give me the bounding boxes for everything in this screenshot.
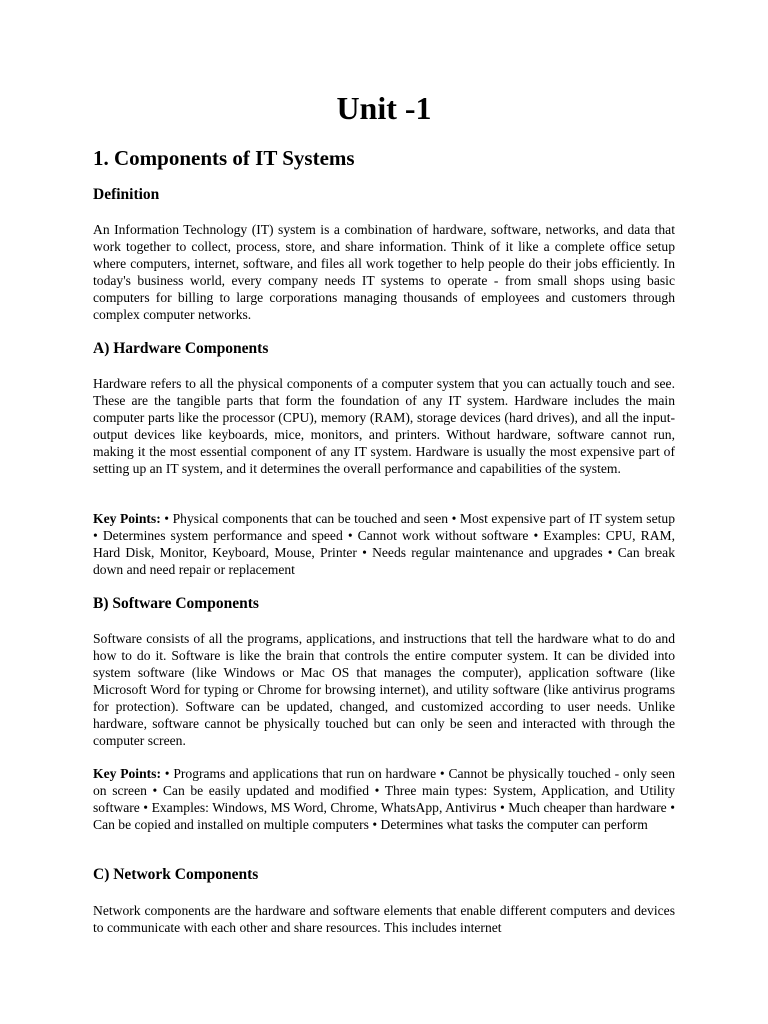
- hardware-heading: A) Hardware Components: [93, 340, 269, 357]
- software-key-points-text: • Programs and applications that run on hardware • Cannot be physically touched - only seen on screen • Can be easily updated and modified • Three main types: System, Application, and Utility software • Examples: Windows, MS Word, Chrome, WhatsApp, Antivirus • Much cheaper than hardware • Can be copied and installed on multiple computers • Determines what tasks the computer can perform: [93, 766, 676, 832]
- software-paragraph: Software consists of all the programs, applications, and instructions that tell the hardware what to do and how to do it. Software is like the brain that controls the entire computer system. It can be divided into system software (like Windows or Mac OS that manages the computer), application software (like Microsoft Word for typing or Chrome for browsing internet), and utility software (like antivirus programs for protection). Software can be updated, changed, and customized according to user needs. Unlike hardware, software cannot be physically touched but can only be seen and interacted with through the computer screen.: [93, 631, 675, 748]
- hardware-key-points-label: Key Points:: [93, 511, 161, 526]
- software-key-points: [93, 765, 675, 833]
- hardware-key-points-text: • Physical components that can be touched and seen • Most expensive part of IT system setup • Determines system performance and speed • Cannot work without software • Examples: CPU, RAM, Hard Disk, Monitor, Keyboard, Mouse, Printer • Needs regular maintenance and upgrades • Can break down and need repair or replacement: [93, 511, 675, 577]
- network-paragraph: Network components are the hardware and software elements that enable different computers and devices to communicate with each other and share resources. This includes internet: [93, 903, 675, 935]
- network-heading: C) Network Components: [93, 866, 259, 883]
- section-title: 1. Components of IT Systems: [93, 146, 355, 170]
- software-heading: B) Software Components: [93, 595, 259, 612]
- unit-title: Unit -1: [336, 90, 432, 126]
- definition-paragraph: An Information Technology (IT) system is a combination of hardware, software, networks, and data that work together to collect, process, store, and share information. Think of it like a complete office setup where computers, internet, software, and files all work together to help people do their jobs efficiently. In today's business world, every company needs IT systems to operate - from small shops using basic computers for billing to large corporations managing thousands of employees and customers through complex computer networks.: [93, 222, 675, 322]
- software-key-points-label: Key Points:: [93, 766, 161, 781]
- hardware-paragraph: Hardware refers to all the physical components of a computer system that you can actually touch and see. These are the tangible parts that form the foundation of any IT system. Hardware includes the main computer parts like the processor (CPU), memory (RAM), storage devices (hard drives), and all the input-output devices like keyboards, mice, monitors, and printers. Without hardware, software cannot run, making it the most essential component of any IT system. Hardware is usually the most expensive part of setting up an IT system, and it determines the overall performance and capabilities of the system.: [93, 376, 675, 476]
- definition-heading: Definition: [93, 186, 160, 203]
- hardware-key-points: [93, 510, 675, 578]
